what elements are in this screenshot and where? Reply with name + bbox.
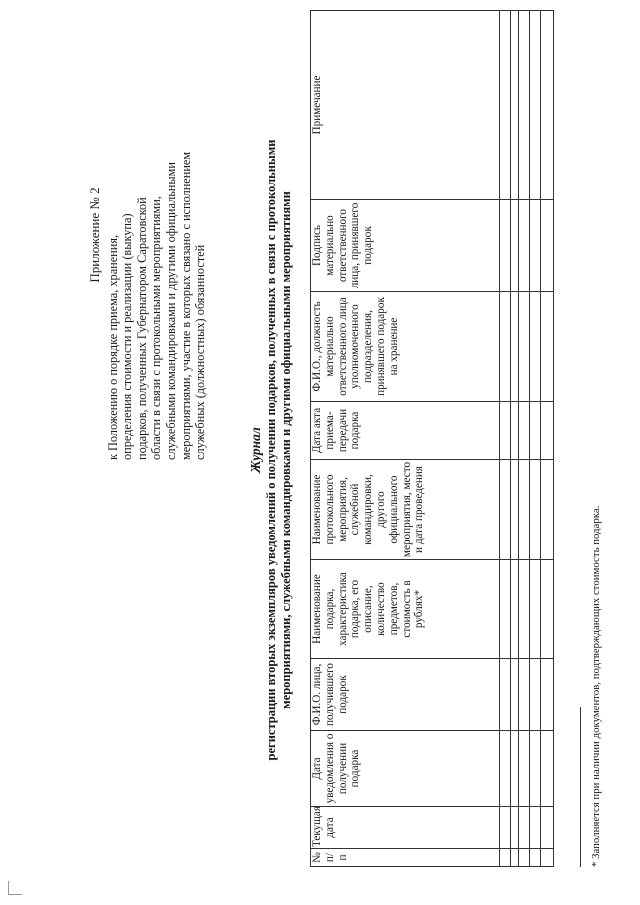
table-cell xyxy=(500,659,511,731)
table-cell xyxy=(519,560,530,659)
column-header-notification-date: Дата уведомления о получении подарка xyxy=(311,731,500,807)
table-cell xyxy=(541,11,554,200)
table-cell xyxy=(541,460,554,560)
table-row xyxy=(500,11,511,867)
table-cell xyxy=(541,560,554,659)
column-header-note: Примечание xyxy=(311,11,500,200)
table-cell xyxy=(500,807,511,849)
table-cell xyxy=(511,402,519,460)
table-cell xyxy=(500,200,511,292)
table-cell xyxy=(511,460,519,560)
appendix-block xyxy=(88,10,208,460)
table-header-row xyxy=(311,11,500,867)
table-row xyxy=(541,11,554,867)
table-row xyxy=(519,11,530,867)
column-header-signature: Подпись материально ответственного лица, принявшего подарок xyxy=(311,200,500,292)
table-cell xyxy=(519,731,530,807)
table-cell xyxy=(541,849,554,867)
table-cell xyxy=(530,11,541,200)
table-cell xyxy=(511,659,519,731)
table-cell xyxy=(530,402,541,460)
table-cell xyxy=(500,11,511,200)
appendix-line: определения стоимости и реализации (выкупа) xyxy=(120,213,135,460)
appendix-line: области в связи с протокольными мероприятиями, xyxy=(149,196,164,460)
table-cell xyxy=(500,460,511,560)
table-cell xyxy=(541,292,554,402)
appendix-line: мероприятиями, участие в которых связано с исполнением xyxy=(178,151,193,460)
table-cell xyxy=(511,560,519,659)
table-cell xyxy=(511,849,519,867)
table-cell xyxy=(511,731,519,807)
scan-corner-mark-vertical xyxy=(8,894,22,895)
table-cell xyxy=(519,292,530,402)
table-row xyxy=(530,11,541,867)
appendix-line: служебными командировками и другими официальными xyxy=(163,161,178,460)
table-cell xyxy=(500,560,511,659)
table-cell xyxy=(530,807,541,849)
table-cell xyxy=(519,807,530,849)
footnote-divider xyxy=(580,707,581,867)
table-cell xyxy=(530,849,541,867)
journal-heading xyxy=(248,15,294,885)
table-cell xyxy=(530,460,541,560)
journal-subtitle-line2: мероприятиями, служебными командировками и другими официальными мероприятиями xyxy=(279,191,293,709)
table-cell xyxy=(511,807,519,849)
table-cell xyxy=(541,659,554,731)
column-header-responsible-person: Ф.И.О., должность материально ответственного лица уполномоченного подразделения, принявшего подарок на хранение xyxy=(311,292,500,402)
table-cell xyxy=(511,292,519,402)
table-cell xyxy=(541,402,554,460)
scan-corner-mark xyxy=(8,881,9,895)
table-cell xyxy=(530,731,541,807)
table-cell xyxy=(541,807,554,849)
column-header-act-date: Дата акта приема-передачи подарка xyxy=(311,402,500,460)
journal-title: Журнал xyxy=(248,427,263,473)
table-cell xyxy=(519,402,530,460)
appendix-line: служебных (должностных) обязанностей xyxy=(193,244,208,460)
table-cell xyxy=(519,11,530,200)
table-cell xyxy=(500,849,511,867)
table-cell xyxy=(541,731,554,807)
appendix-line: к Положению о порядке приема, хранения, xyxy=(105,234,120,460)
table-cell xyxy=(530,292,541,402)
table-cell xyxy=(500,292,511,402)
table-cell xyxy=(519,849,530,867)
table-cell xyxy=(541,200,554,292)
register-table xyxy=(310,10,554,867)
column-header-gift-description: Наименование подарка, характеристика подарка, его описание, количество предметов, стоимость в рублях* xyxy=(311,560,500,659)
table-cell xyxy=(500,731,511,807)
table-cell xyxy=(511,11,519,200)
appendix-title: Приложение № 2 xyxy=(87,187,102,283)
footnote: * Заполняется при наличии документов, подтверждающих стоимость подарка. xyxy=(590,505,602,867)
table-cell xyxy=(530,200,541,292)
table-cell xyxy=(519,460,530,560)
table-cell xyxy=(500,402,511,460)
table-cell xyxy=(519,659,530,731)
appendix-line: подарков, полученных Губернатором Саратовской xyxy=(134,197,149,460)
table-cell xyxy=(530,659,541,731)
column-header-event-name: Наименование протокольного мероприятия, служебной командировки, другого официального мероприятия, место и дата проведения xyxy=(311,460,500,560)
column-header-current-date: Текущая дата xyxy=(311,807,500,849)
table-cell xyxy=(530,560,541,659)
table-cell xyxy=(519,200,530,292)
journal-subtitle-line1: регистрации вторых экземпляров уведомлений о получении подарков, полученных в связи с протокольными xyxy=(264,139,278,761)
table-cell xyxy=(511,200,519,292)
column-header-recipient-name: Ф.И.О. лица, получившего подарок xyxy=(311,659,500,731)
table-row xyxy=(511,11,519,867)
column-header-number: № п/п xyxy=(311,849,500,867)
